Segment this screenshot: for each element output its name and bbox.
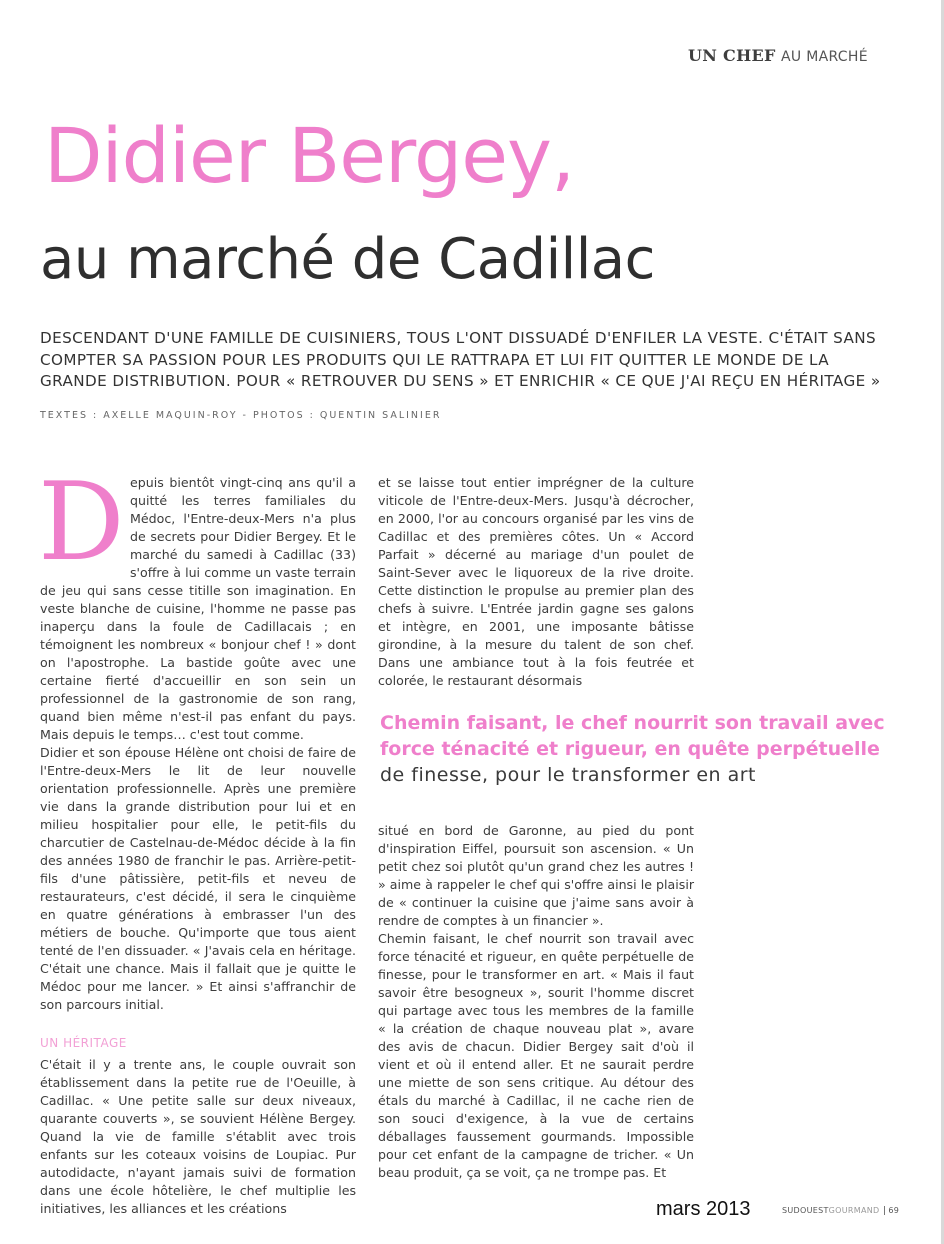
body-column-1 (38, 460, 356, 1218)
article-lead (40, 328, 880, 393)
paragraph: situé en bord de Garonne, au pied du pont d'inspiration Eiffel, poursuit son ascension. « Un petit chez soi plutôt qu'un grand chez les autres ! » aime à rappeler le chef qui s'offre ainsi le plaisir de « continuer la cuisine que j'aime sans avoir à rendre de comptes à un financier ». (378, 823, 694, 928)
paragraph: epuis bientôt vingt-cinq ans qu'il a quitté les terres familiales du Médoc, l'Entre-deux-Mers n'a plus de secrets pour Didier Bergey. Et le marché du samedi à Cadillac (33) s'offre à lui comme un vaste terrain de jeu qui sans cesse titille son imagination. En veste blanche de cuisine, l'homme ne passe pas inaperçu dans la foule de Cadillacais ; en témoignent les nombreux « bonjour chef ! » dont on l'apostrophe. La bastide goûte avec une certaine fierté d'accueillir en son sein un professionnel de la gastronomie de son rang, quand bien même n'est-il pas enfant du pays. Mais depuis le temps… c'est tout comme. (40, 475, 356, 742)
article-credits: TEXTES : AXELLE MAQUIN-ROY - PHOTOS : QUENTIN SALINIER (40, 410, 442, 421)
section-subhead: UN HÉRITAGE (40, 1036, 127, 1050)
lead-line: GRANDE DISTRIBUTION. POUR « RETROUVER DU SENS » ET ENRICHIR « CE QUE J'AI REÇU EN HÉRITAGE » (40, 372, 881, 390)
magazine-subname: GOURMAND (828, 1206, 880, 1215)
paragraph: et se laisse tout entier imprégner de la culture viticole de l'Entre-deux-Mers. Jusqu'à décrocher, en 2000, l'or au concours organisé par les vins de Cadillac et des premières côtes. Un « Accord Parfait » décerné au mariage d'un poulet de Saint-Sever avec le liquoreux de la rive droite. Cette distinction le propulse au premier plan des chefs à suivre. L'Entrée jardin gagne ses galons et intègre, en 2001, une imposante bâtisse girondine, à la mesure du talent de son chef. Dans une ambiance tout à la fois feutrée et colorée, le restaurant désormais (378, 475, 694, 688)
section-rubric (688, 46, 868, 65)
pull-quote-line: de finesse, pour le transformer en art (380, 764, 757, 786)
rubric-light: AU MARCHÉ (781, 49, 868, 65)
paragraph: Chemin faisant, le chef nourrit son travail avec force ténacité et rigueur, en quête perpétuelle de finesse, pour le transformer en art. « Mais il faut savoir être besogneux », sourit l'homme discret qui partage avec tous les membres de la famille « la création de chaque nouveau plat », avare des avis de chacun. Didier Bergey sait d'où il vient et où il entend aller. Et ne saurait perdre une miette de son sens critique. Au détour des étals du marché à Cadillac, il ne cache rien de son souci d'exigence, à la vue de certains déballages faussement gourmands. Impossible pour cet enfant de la campagne de tricher. « Un beau produit, ça se voit, ça ne trompe pas. Et (378, 931, 694, 1180)
handwritten-date: mars 2013 (656, 1198, 751, 1220)
pull-quote-line: Chemin faisant, le chef nourrit son travail avec (380, 712, 885, 734)
lead-line: COMPTER SA PASSION POUR LES PRODUITS QUI LE RATTRAPA ET LUI FIT QUITTER LE MONDE DE LA (40, 350, 830, 369)
paragraph: Didier et son épouse Hélène ont choisi de faire de l'Entre-deux-Mers le lit de leur nouvelle orientation professionnelle. Après une première vie dans la grande distribution pour lui et en milieu hospitalier pour elle, le petit-fils du charcutier de Castelnau-de-Médoc décide à la fin des années 1980 de franchir le pas. Arrière-petit-fils d'une pâtissière, petit-fils et neveu de restaurateurs, c'est décidé, il sera le cinquième en quatre générations à embrasser l'un des métiers de bouche. Qu'importe que tous aient tenté de l'en dissuader. « J'avais cela en héritage. C'était une chance. Mais il fallait que je quitte le Médoc pour me lancer. » Et ainsi s'affranchir de son parcours initial. (40, 745, 356, 1012)
pull-quote-line: force ténacité et rigueur, en quête perpétuelle (380, 738, 880, 760)
body-column-2-top (378, 474, 694, 690)
rubric-bold: UN CHEF (688, 46, 776, 65)
lead-line: DESCENDANT D'UNE FAMILLE DE CUISINIERS, TOUS L'ONT DISSUADÉ D'ENFILER LA VESTE. C'ÉTAIT SANS (40, 329, 877, 347)
drop-cap: D (38, 460, 125, 585)
article-title-place: au marché de Cadillac (40, 227, 655, 292)
body-column-2-bottom (378, 822, 694, 1182)
magazine-name: SUDOUEST (782, 1206, 829, 1215)
paragraph: C'était il y a trente ans, le couple ouvrait son établissement dans la petite rue de l'Oeuille, à Cadillac. « Une petite salle sur deux niveaux, quarante couverts », se souvient Hélène Bergey. Quand la vie de famille s'établit avec trois enfants sur les coteaux voisins de Loupiac. Pur autodidacte, n'ayant jamais suivi de formation dans une école hôtelière, le chef multiplie les initiatives, les alliances et les créations (40, 1057, 356, 1216)
page-footer (782, 1206, 899, 1215)
article-title-name: Didier Bergey, (44, 111, 575, 200)
page-number: 69 (884, 1206, 899, 1215)
pull-quote (380, 710, 900, 788)
